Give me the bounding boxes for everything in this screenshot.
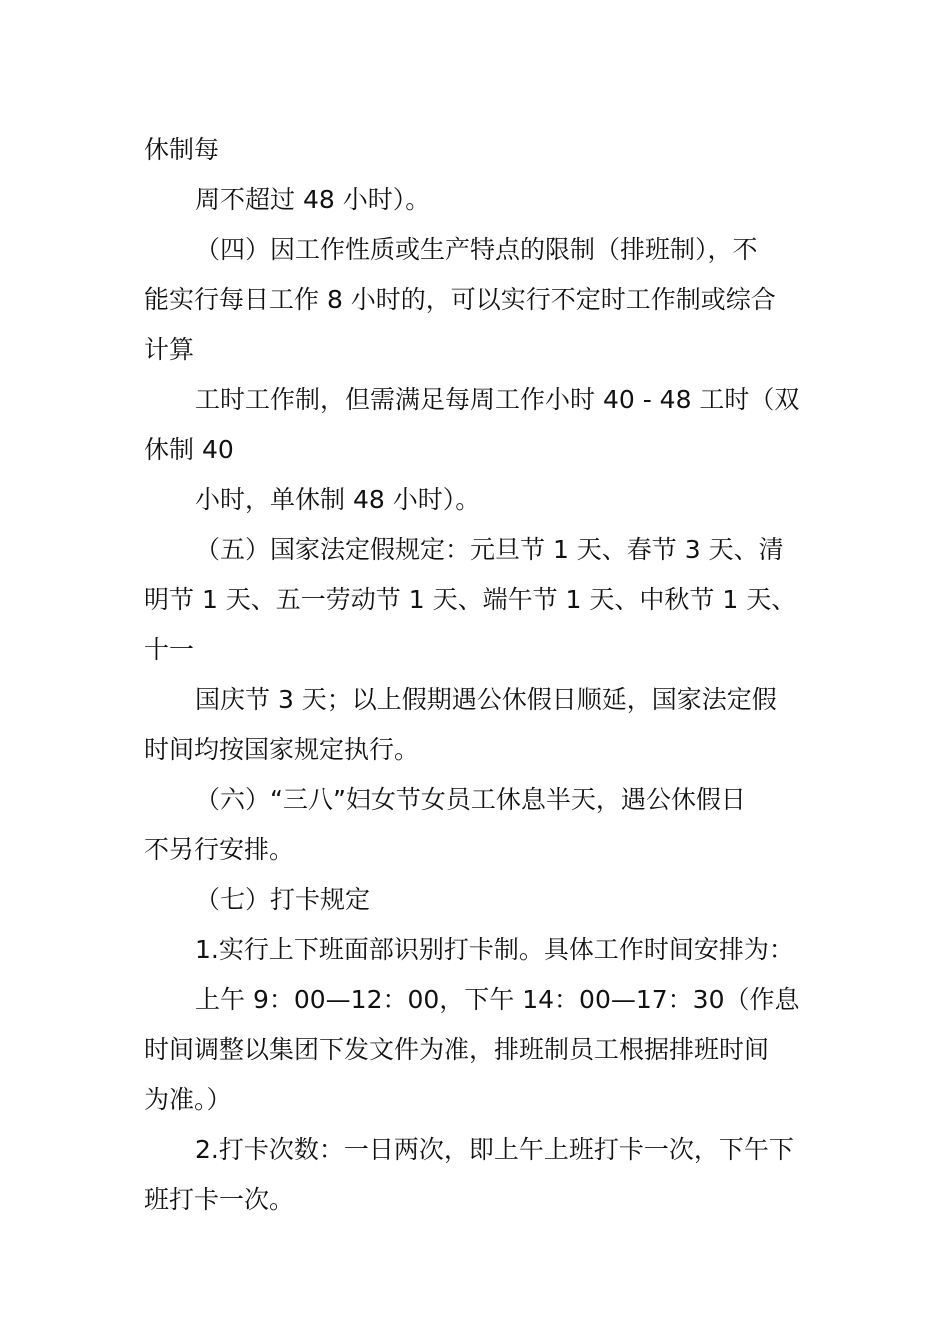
text-line: 时间均按国家规定执行。 bbox=[144, 735, 420, 764]
section-heading-line: （五）国家法定假规定：元旦节 1 天、春节 3 天、清 bbox=[195, 535, 784, 564]
section-heading-line: （七）打卡规定 bbox=[195, 885, 371, 914]
list-item-line: 1.实行上下班面部识别打卡制。具体工作时间安排为： bbox=[195, 935, 794, 964]
text-line: 不另行安排。 bbox=[144, 835, 295, 864]
text-line: 十一 bbox=[144, 635, 195, 664]
list-item-line: 2.打卡次数：一日两次，即上午上班打卡一次，下午下 bbox=[195, 1135, 794, 1164]
text-line: 上午 9：00—12：00，下午 14：00—17：30（作息 bbox=[195, 985, 800, 1014]
text-line: 计算 bbox=[144, 335, 195, 364]
text-line: 时间调整以集团下发文件为准，排班制员工根据排班时间 bbox=[144, 1035, 770, 1064]
document-body bbox=[144, 125, 814, 1225]
text-line: 班打卡一次。 bbox=[144, 1185, 295, 1214]
text-line: 国庆节 3 天；以上假期遇公休假日顺延，国家法定假 bbox=[195, 685, 777, 714]
text-line: 休制 40 bbox=[144, 435, 234, 464]
text-line: 休制每 bbox=[144, 135, 220, 164]
text-line: 周不超过 48 小时）。 bbox=[195, 185, 431, 214]
section-heading-line: （四）因工作性质或生产特点的限制（排班制），不 bbox=[195, 235, 758, 264]
text-line: 能实行每日工作 8 小时的，可以实行不定时工作制或综合 bbox=[144, 285, 776, 314]
text-line: 为准。） bbox=[144, 1085, 232, 1114]
text-line: 明节 1 天、五一劳动节 1 天、端午节 1 天、中秋节 1 天、 bbox=[144, 585, 797, 614]
text-line: 工时工作制，但需满足每周工作小时 40 - 48 工时（双 bbox=[195, 385, 800, 414]
section-heading-line: （六）“三八”妇女节女员工休息半天，遇公休假日 bbox=[195, 785, 746, 814]
text-line: 小时，单休制 48 小时）。 bbox=[195, 485, 481, 514]
